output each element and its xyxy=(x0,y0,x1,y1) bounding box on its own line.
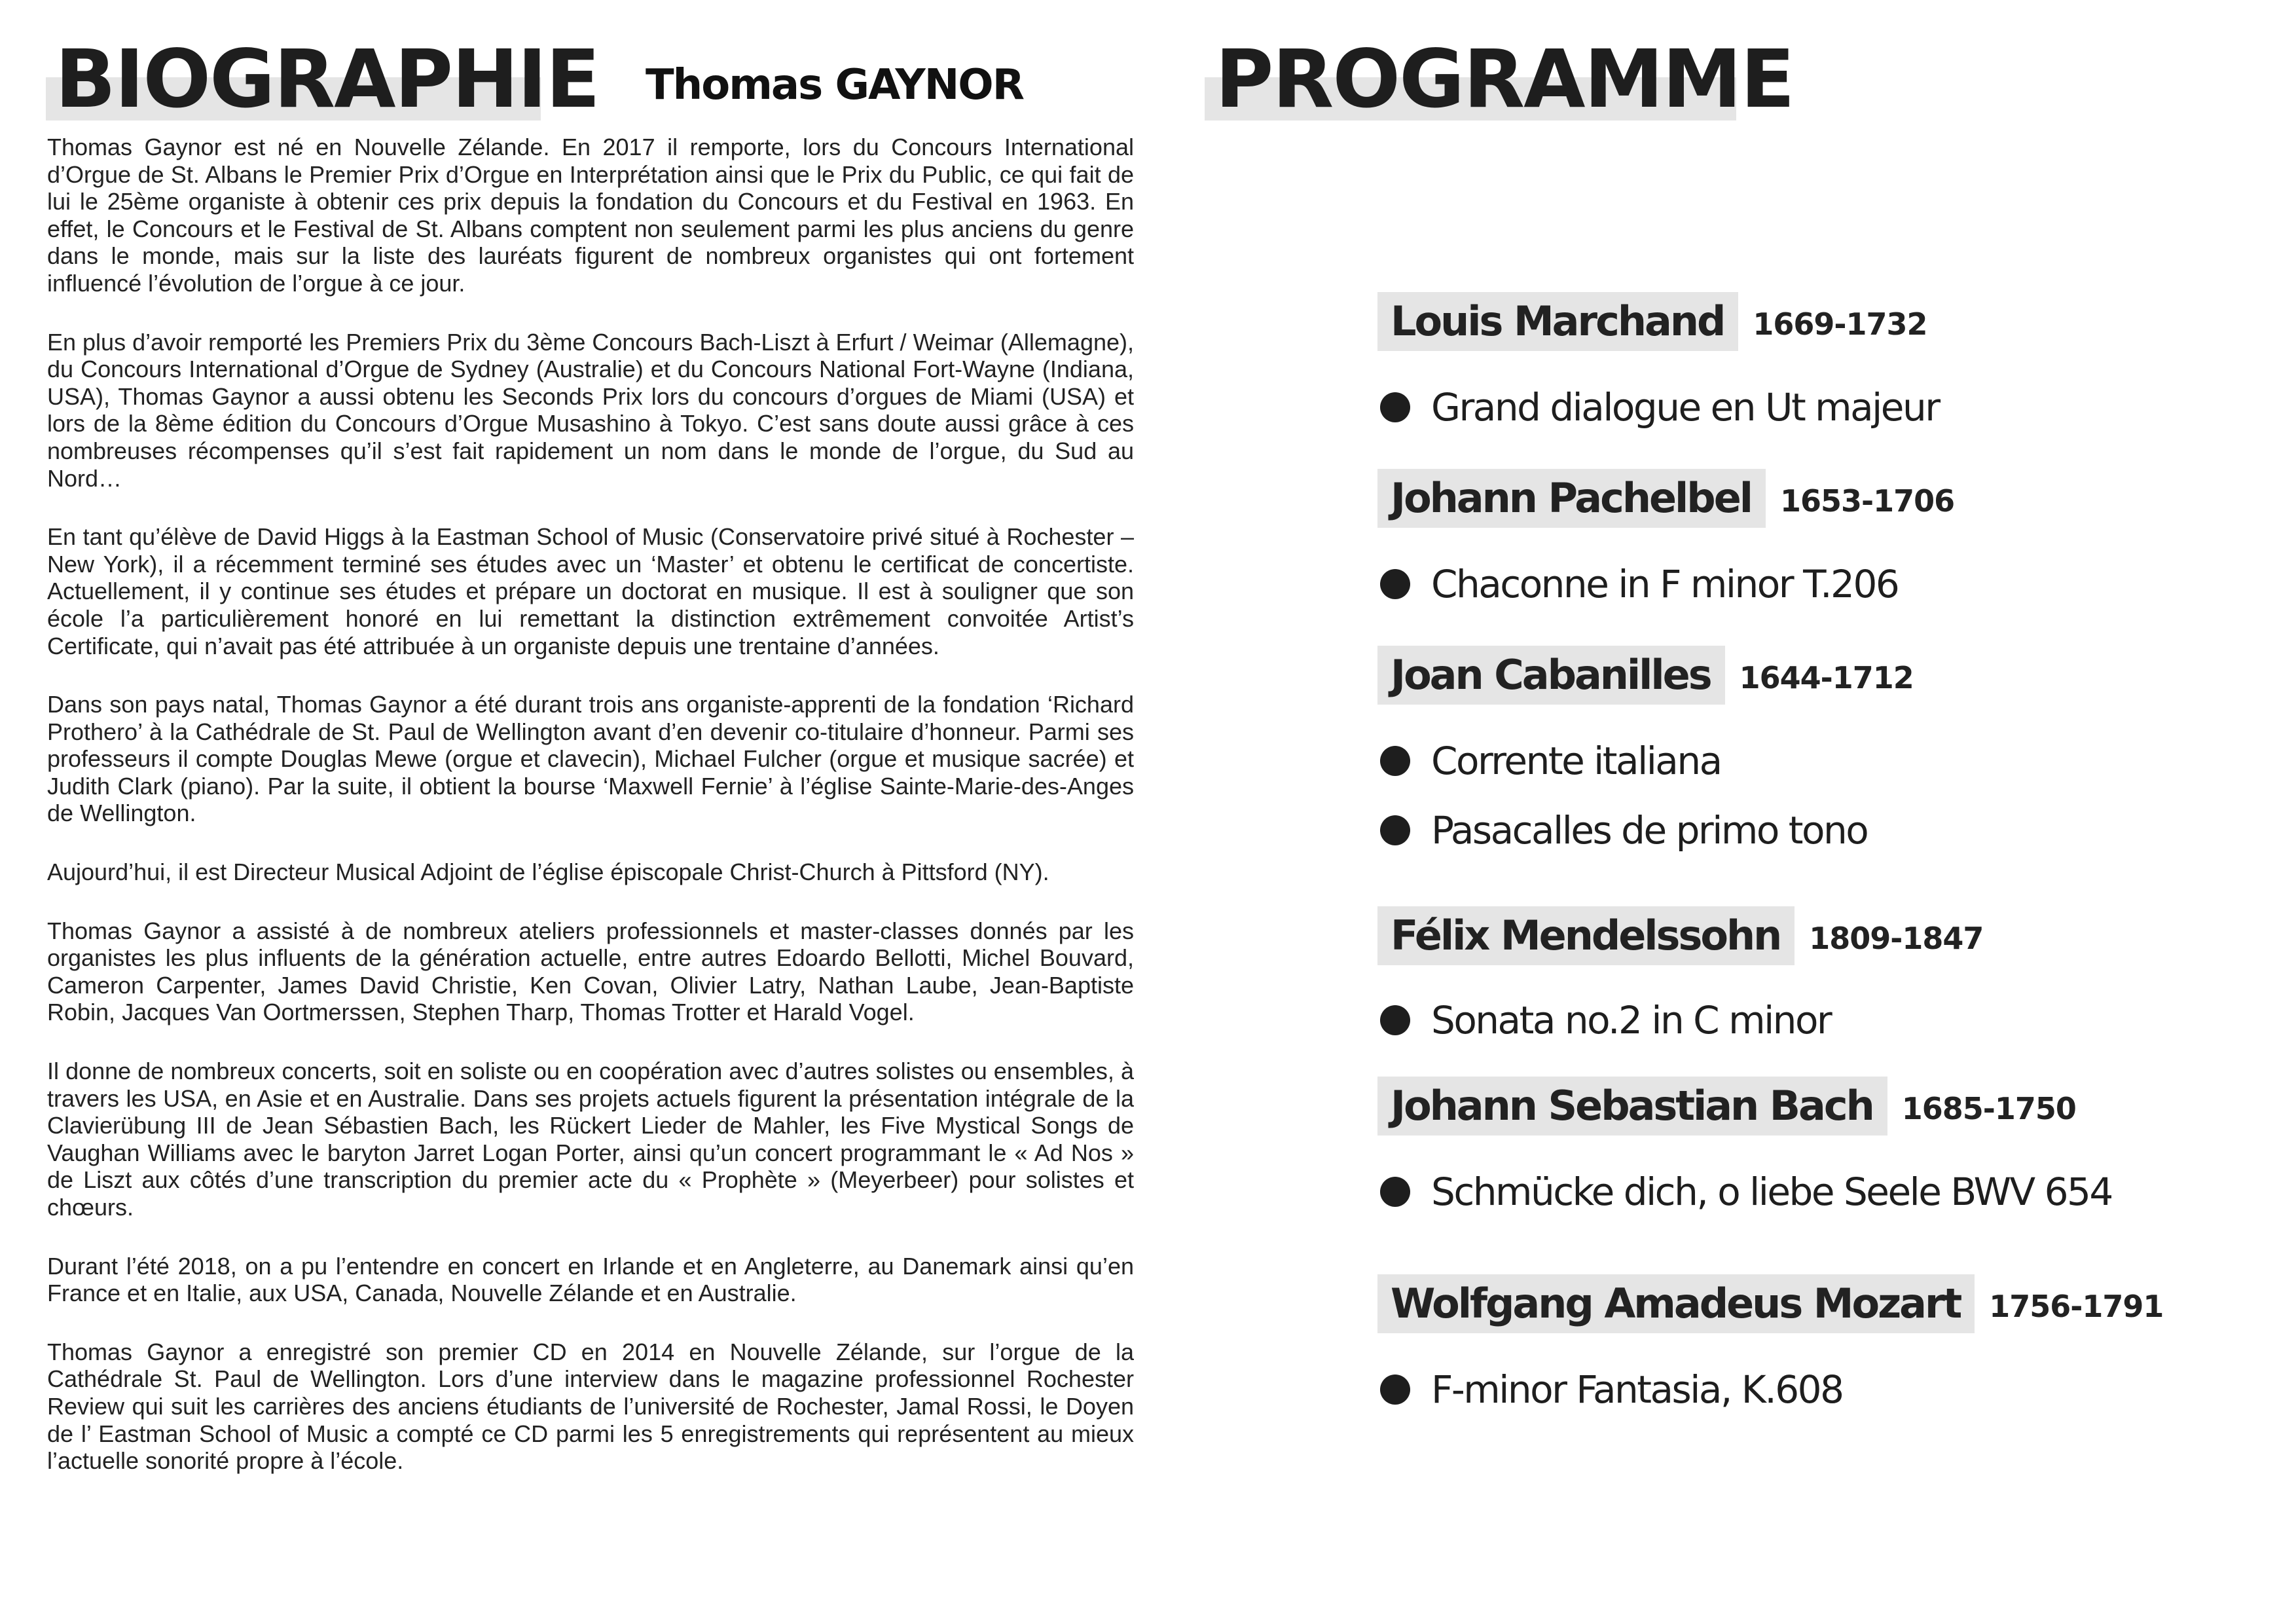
composer-name: Joan Cabanilles xyxy=(1377,646,1725,705)
work-title: Sonata no.2 in C minor xyxy=(1431,998,1831,1043)
composer-dates: 1685-1750 xyxy=(1901,1091,2076,1126)
programme-heading: PROGRAMME xyxy=(1215,33,1794,126)
composer-entry xyxy=(1377,1077,2076,1135)
work-title: F-minor Fantasia, K.608 xyxy=(1431,1367,1843,1412)
work-title: Schmücke dich, o liebe Seele BWV 654 xyxy=(1431,1170,2112,1214)
composer-name: Félix Mendelssohn xyxy=(1377,906,1795,965)
biography-paragraph: Thomas Gaynor a assisté à de nombreux ateliers professionnels et master-classes donnés par les organistes les plus influents de la génération actuelle, entre autres Edoardo Bellotti, Michel Bouvard, Cameron Carpenter, James David Christie, Ken Covan, Olivier Latry, Nathan Laube, Jean-Baptiste Robin, Jacques Van Oortmerssen, Stephen Tharp, Thomas Trotter et Harald Vogel. xyxy=(47,917,1134,1026)
composer-name: Louis Marchand xyxy=(1377,292,1738,351)
composer-entry xyxy=(1377,1274,2163,1333)
work-title: Chaconne in F minor T.206 xyxy=(1431,562,1899,606)
biography-paragraph: En plus d’avoir remporté les Premiers Prix du 3ème Concours Bach-Liszt à Erfurt / Weimar (Allemagne), du Concours International d’Orgue de Sydney (Australie) et du Concours National Fort-Wayne (Indiana, USA), Thomas Gaynor a aussi obtenu les Seconds Prix lors du concours d’orgues de Miami (USA) et lors de la 8ème édition du Concours d’Orgue Musashino à Tokyo. C’est sans doute aussi grâce à ces nombreuses récompenses qu’il s’est fait rapidement un nom dans le monde de l’orgue, du Sud au Nord… xyxy=(47,328,1134,492)
work-item xyxy=(1377,1166,2112,1218)
work-item xyxy=(1377,381,1939,434)
composer-dates: 1653-1706 xyxy=(1780,483,1955,519)
bullet-icon xyxy=(1380,1005,1410,1035)
work-title: Corrente italiana xyxy=(1431,739,1721,783)
composer-dates: 1644-1712 xyxy=(1739,660,1914,695)
composer-name: Wolfgang Amadeus Mozart xyxy=(1377,1274,1975,1333)
biography-body xyxy=(47,134,1134,1506)
composer-name: Johann Sebastian Bach xyxy=(1377,1077,1887,1135)
biography-paragraph: En tant qu’élève de David Higgs à la Eastman School of Music (Conservatoire privé situé à Rochester – New York), il a récemment terminé ses études avec un ‘Master’ et obtenu le certificat de concertiste. Actuellement, il y continue ses études et prépare un doctorat en musique. Il est à souligner que son école l’a particulièrement honoré en lui remettant la distinction extrêmement convoitée Artist’s Certificate, qui n’avait pas été attribuée à un organiste depuis une trentaine d’années. xyxy=(47,523,1134,659)
bullet-icon xyxy=(1380,746,1410,776)
biography-subtitle: Thomas GAYNOR xyxy=(646,61,1023,109)
work-item xyxy=(1377,735,1721,787)
work-title: Pasacalles de primo tono xyxy=(1431,808,1868,853)
work-title: Grand dialogue en Ut majeur xyxy=(1431,385,1939,430)
composer-entry xyxy=(1377,469,1954,528)
work-item xyxy=(1377,994,1831,1046)
bullet-icon xyxy=(1380,815,1410,845)
composer-name: Johann Pachelbel xyxy=(1377,469,1766,528)
bullet-icon xyxy=(1380,569,1410,599)
biography-paragraph: Thomas Gaynor est né en Nouvelle Zélande. En 2017 il remporte, lors du Concours International d’Orgue de St. Albans le Premier Prix d’Orgue en Interprétation ainsi que le Prix du Public, ce qui fait de lui le 25ème organiste à obtenir ces prix depuis la fondation du Concours et du Festival en 1963. En effet, le Concours et le Festival de St. Albans comptent non seulement parmi les plus anciens du genre dans le monde, mais sur la liste des lauréats figurent de nombreux organistes qui ont fortement influencé l’évolution de l’orgue à ce jour. xyxy=(47,134,1134,297)
composer-entry xyxy=(1377,646,1914,705)
biography-paragraph: Durant l’été 2018, on a pu l’entendre en concert en Irlande et en Angleterre, au Danemark ainsi qu’en France et en Italie, aux USA, Canada, Nouvelle Zélande et en Australie. xyxy=(47,1252,1134,1307)
biography-paragraph: Dans son pays natal, Thomas Gaynor a été durant trois ans organiste-apprenti de la fondation ‘Richard Prothero’ à la Cathédrale de St. Paul de Wellington avant d’en devenir co-titulaire d’honneur. Parmi ses professeurs il compte Douglas Mewe (orgue et clavecin), Michael Fulcher (orgue et musique sacrée) et Judith Clark (piano). Par la suite, il obtient la bourse ‘Maxwell Fernie’ à l’église Sainte-Marie-des-Anges de Wellington. xyxy=(47,691,1134,827)
biography-paragraph: Thomas Gaynor a enregistré son premier CD en 2014 en Nouvelle Zélande, sur l’orgue de la Cathédrale St. Paul de Wellington. Lors d’une interview dans le magazine professionnel Rochester Review qui suit les carrières des anciens étudiants de l’université de Rochester, Jamal Rossi, le Doyen de l’ Eastman School of Music a compté ce CD parmi les 5 enregistrements qui représentent au mieux l’actuelle sonorité propre à l’école. xyxy=(47,1338,1134,1475)
composer-dates: 1669-1732 xyxy=(1753,306,1927,342)
bullet-icon xyxy=(1380,1177,1410,1207)
biography-heading: BIOGRAPHIE xyxy=(55,33,599,126)
composer-dates: 1809-1847 xyxy=(1809,921,1984,956)
work-item xyxy=(1377,1363,1842,1416)
composer-dates: 1756-1791 xyxy=(1989,1289,2164,1324)
biography-paragraph: Aujourd’hui, il est Directeur Musical Adjoint de l’église épiscopale Christ-Church à Pittsford (NY). xyxy=(47,858,1049,886)
composer-entry xyxy=(1377,906,1983,965)
bullet-icon xyxy=(1380,1375,1410,1405)
work-item xyxy=(1377,558,1898,610)
work-item xyxy=(1377,804,1867,857)
biography-paragraph: Il donne de nombreux concerts, soit en soliste ou en coopération avec d’autres solistes ou ensembles, à travers les USA, en Asie et en Australie. Dans ses projets actuels figurent la présentation intégrale de la Clavierübung III de Jean Sébastien Bach, les Rückert Lieder de Mahler, les Five Mystical Songs de Vaughan Williams avec le baryton Jarret Logan Porter, ainsi qu’un concert programmant le « Ad Nos » de Liszt aux côtés d’une transcription du premier acte du « Prophète » (Meyerbeer) pour solistes et chœurs. xyxy=(47,1058,1134,1221)
composer-entry xyxy=(1377,292,1927,351)
bullet-icon xyxy=(1380,392,1410,422)
